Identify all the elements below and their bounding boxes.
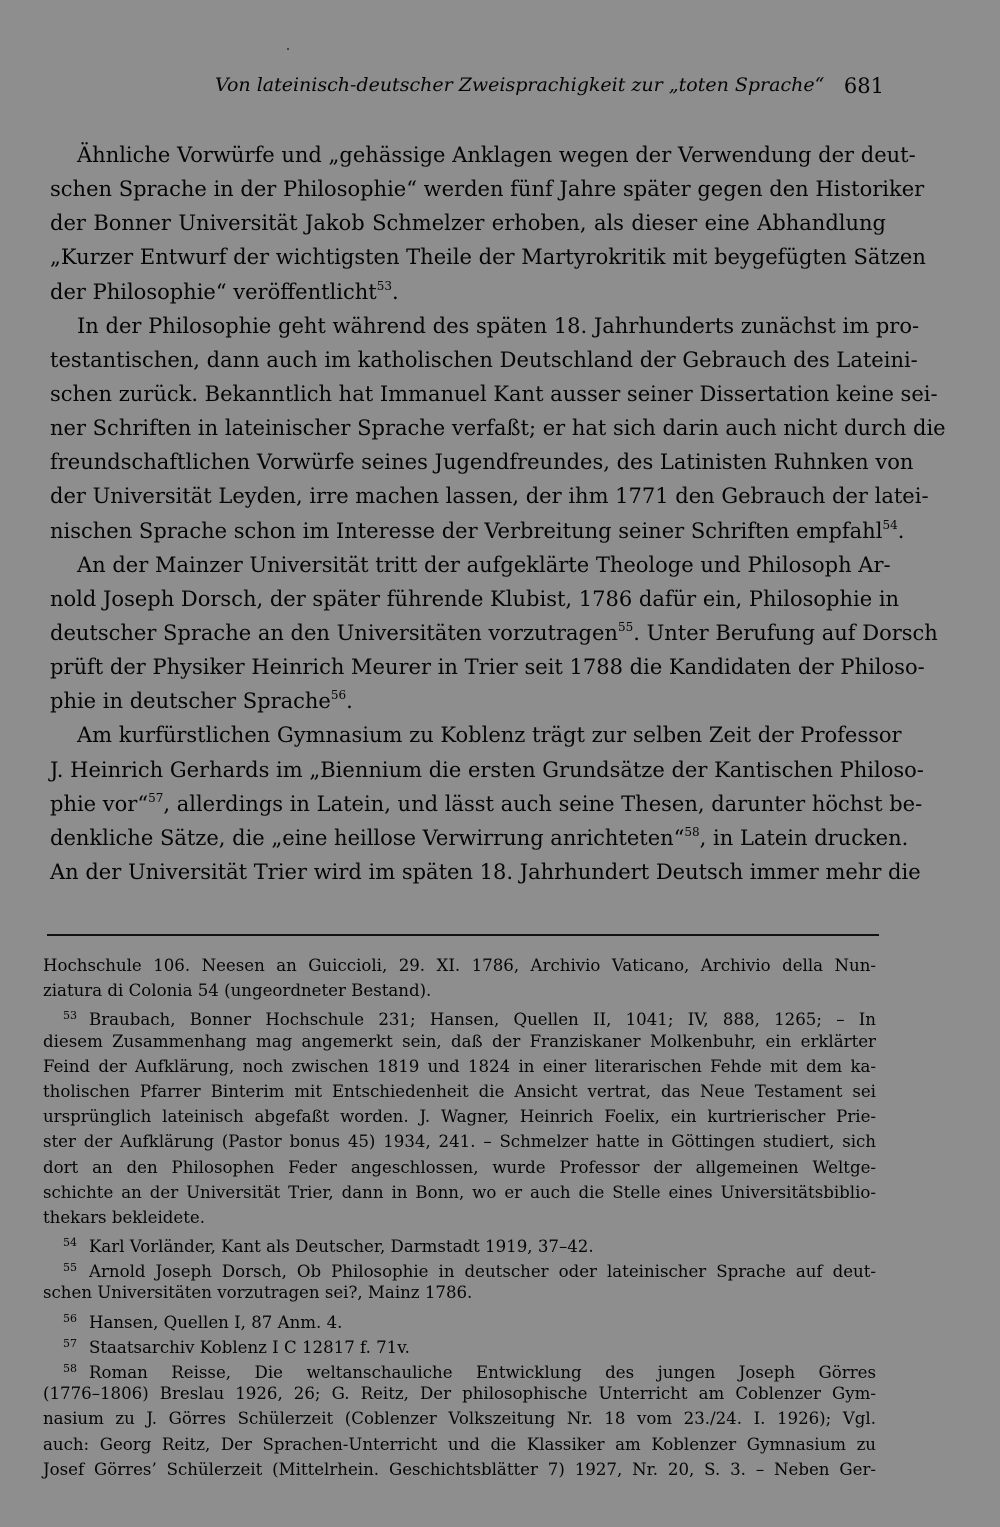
footnote-ref: 55 [617,619,634,634]
text-fragment: deutscher Sprache an den Universitäten vorzutragen [50,620,618,645]
text-fragment: , allerdings in Latein, und lässt auch seine Thesen, darunter höchst be- [163,791,923,816]
footnote-line: tholischen Pfarrer Binterim mit Entschiedenheit die Ansicht vertrat, das Neue Testament sei [43,1081,876,1101]
text-line: deutscher Sprache an den Universitäten vorzutragen$^{55}$. Unter Berufung auf Dorsch [50,619,938,645]
footnote-line: ziatura di Colonia 54 (ungeordneter Bestand). [43,981,432,1001]
footnote-number: 56 [63,1311,77,1325]
text-line: phie in deutscher Sprache$^{56}$. [50,688,353,714]
footnote-line: schichte an der Universität Trier, dann in Bonn, wo er auch die Stelle eines Universitätsbiblio- [43,1182,876,1202]
footnote-line: (1776–1806) Breslau 1926, 26; G. Reitz, Der philosophische Unterricht am Coblenzer Gym- [43,1384,876,1404]
text-line: freundschaftlichen Vorwürfe seines Jugendfreundes, des Latinisten Ruhnken von [50,450,914,475]
footnote-ref: 58 [684,824,700,839]
footnote-line: schen Universitäten vorzutragen sei?, Mainz 1786. [43,1283,473,1303]
footnote-line: ursprünglich lateinisch abgefaßt worden. J. Wagner, Heinrich Foelix, ein kurtrierischer Prie- [43,1107,876,1127]
footnote-line [43,1306,876,1331]
text-line: der Universität Leyden, irre machen lassen, der ihm 1771 den Gebrauch der latei- [50,484,929,509]
text-line: Ähnliche Vorwürfe und „gehässige Anklagen wegen der Verwendung der deut- [77,143,916,167]
footnote-ref: 53 [376,278,392,293]
text-fragment: Hansen, Quellen I, 87 Anm. 4. [89,1312,343,1332]
text-line: ner Schriften in lateinischer Sprache verfaßt; er hat sich darin auch nicht durch die [50,416,946,441]
footnote-number: 58 [63,1362,77,1375]
footnote-number: 55 [63,1261,77,1275]
main-text [50,138,946,889]
footnote-line: ster der Aufklärung (Pastor bonus 45) 1934, 241. – Schmelzer hatte in Göttingen studiert, sich [43,1132,876,1152]
text-fragment: denkliche Sätze, die „eine heillose Verwirrung anrichteten“ [50,825,685,850]
footnote-line: Josef Görres’ Schülerzeit (Mittelrhein. Geschichtsblätter 7) 1927, Nr. 20, S. 3. – Neben Ger- [43,1459,876,1479]
footnote-line: thekars bekleidete. [43,1207,205,1227]
text-line: prüft der Physiker Heinrich Meurer in Trier seit 1788 die Kandidaten der Philoso- [50,655,925,680]
text-fragment: Arnold Joseph Dorsch, Ob Philosophie in deutscher oder lateinischer Sprache auf deut- [89,1262,876,1282]
footnote-separator [47,934,879,936]
text-fragment: phie in deutscher Sprache [50,689,331,714]
footnote-line [43,1356,876,1381]
text-line [50,787,923,821]
text-line: An der Universität Trier wird im späten 18. Jahrhundert Deutsch immer mehr die [50,859,921,884]
footnote-number: 54 [63,1236,77,1250]
text-line: In der Philosophie geht während des späten 18. Jahrhunderts zunächst im pro- [77,313,920,338]
page-header [0,74,1000,104]
text-fragment: phie vor“ [50,791,149,816]
text-line: schen zurück. Bekanntlich hat Immanuel Kant ausser seiner Dissertation keine sei- [50,381,938,406]
footnote-line: auch: Georg Reitz, Der Sprachen-Unterricht und die Klassiker am Koblenzer Gymnasium zu [43,1434,876,1454]
footnote-line: Feind der Aufklärung, noch zwischen 1819 und 1824 in einer literarischen Fehde mit dem ka- [43,1056,876,1076]
footnote-ref: 57 [148,790,164,805]
text-line: schen Sprache in der Philosophie“ werden fünf Jahre später gegen den Historiker [50,177,925,202]
text-line: nold Joseph Dorsch, der später führende Klubist, 1786 dafür ein, Philosophie in [50,586,900,611]
text-fragment: der Philosophie“ veröffentlicht [50,279,377,304]
footnote-line: nasium zu J. Görres Schülerzeit (Coblenzer Volkszeitung Nr. 18 vom 23./24. I. 1926); Vgl. [43,1409,876,1429]
footnote-line: diesem Zusammenhang mag angemerkt sein, daß der Franziskaner Molkenbuhr, ein erklärter [43,1031,876,1051]
footnote-line: Hochschule 106. Neesen an Guiccioli, 29. XI. 1786, Archivio Vaticano, Archivio della Nun- [43,956,876,975]
footnote-line [43,1230,876,1255]
footnotes [43,953,876,1482]
footnote-ref: 54 [882,517,898,532]
footnote-line: dort an den Philosophen Feder angeschlossen, wurde Professor der allgemeinen Weltge- [43,1157,876,1177]
page-number: 681 [843,74,884,98]
footnote-line [43,1331,876,1356]
text-line: Am kurfürstlichen Gymnasium zu Koblenz trägt zur selben Zeit der Professor [77,723,902,748]
text-fragment: Roman Reisse, Die weltanschauliche Entwicklung des jungen Joseph Görres [89,1363,876,1382]
text-line [50,821,909,855]
footnote-number: 57 [63,1336,77,1350]
footnote-ref: 56 [330,688,347,703]
footnote-number: 53 [63,1009,77,1023]
text-line: An der Mainzer Universität tritt der aufgeklärte Theologe und Philosoph Ar- [77,552,891,577]
scan-speck [287,48,289,50]
text-line: J. Heinrich Gerhards im „Biennium die ersten Grundsätze der Kantischen Philoso- [50,757,924,782]
text-line: nischen Sprache schon im Interesse der Verbreitung seiner Schriften empfahl$^{54}$. [50,517,905,543]
text-fragment: Braubach, Bonner Hochschule 231; Hansen, Quellen II, 1041; IV, 888, 1265; – In [89,1010,876,1030]
footnote-line [43,1003,876,1028]
text-line: testantischen, dann auch im katholischen Deutschland der Gebrauch des Lateini- [50,347,918,372]
text-fragment: Karl Vorländer, Kant als Deutscher, Darmstadt 1919, 37–42. [89,1237,594,1257]
footnote-line [43,1255,876,1280]
text-fragment: Unter Berufung auf Dorsch [646,620,938,645]
text-fragment: nischen Sprache schon im Interesse der Verbreitung seiner Schriften empfahl [50,518,883,543]
text-line: der Philosophie“ veröffentlicht$^{53}$. [50,278,399,304]
text-line: „Kurzer Entwurf der wichtigsten Theile der Martyrokritik mit beygefügten Sätzen [50,245,926,270]
running-title: Von lateinisch-deutscher Zweisprachigkeit zur „toten Sprache“ [215,74,825,96]
text-fragment: , in Latein drucken. [699,825,909,850]
text-fragment: Staatsarchiv Koblenz I C 12817 f. 71v. [89,1337,410,1357]
text-line: der Bonner Universität Jakob Schmelzer erhoben, als dieser eine Abhandlung [50,211,886,236]
